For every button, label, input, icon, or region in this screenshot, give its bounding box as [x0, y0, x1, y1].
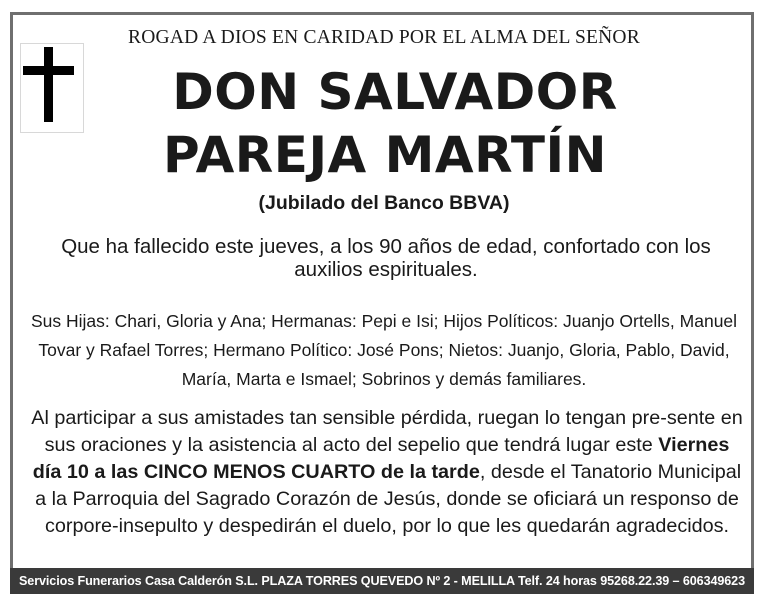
deceased-subtitle: (Jubilado del Banco BBVA): [258, 192, 510, 214]
notice-text-after: , desde el Tanatorio Municipal a la Parroquia del Sagrado Corazón de Jesús, donde se oficiará un responso de corpore-insepulto y despedirán el duelo, por lo que les quedarán agradecidos.: [35, 461, 742, 537]
deceased-name-line2: PAREJA MARTÍN: [163, 126, 607, 184]
notice-text-before: Al participar a sus amistades tan sensible pérdida, ruegan lo tengan pre-sente en sus oraciones y la asistencia al acto del sepelio que tendrá lugar este: [31, 407, 743, 456]
deceased-name-line1: DON SALVADOR: [172, 63, 618, 121]
header-invocation: ROGAD A DIOS EN CARIDAD POR EL ALMA DEL SEÑOR: [128, 27, 640, 48]
footer-bar: [10, 568, 754, 594]
notice-paragraph: [30, 405, 744, 540]
family-paragraph: Sus Hijas: Chari, Gloria y Ana; Hermanas: Pepi e Isi; Hijos Políticos: Juanjo Ortells, Manuel Tovar y Rafael Torres; Hermano Político: José Pons; Nietos: Juanjo, Gloria, Pablo, David, María, Marta e Ismael; Sobrinos y demás familiares.: [30, 311, 738, 389]
footer-text: Servicios Funerarios Casa Calderón S.L. PLAZA TORRES QUEVEDO Nº 2 - MELILLA Telf. 24 horas 95268.22.39 – 606349623: [18, 574, 745, 588]
announcement-paragraph: Que ha fallecido este jueves, a los 90 años de edad, confortado con los auxilios espirituales.: [61, 235, 711, 281]
notice-highlight: Viernes día 10 a las CINCO MENOS CUARTO de la tarde: [32, 434, 730, 483]
